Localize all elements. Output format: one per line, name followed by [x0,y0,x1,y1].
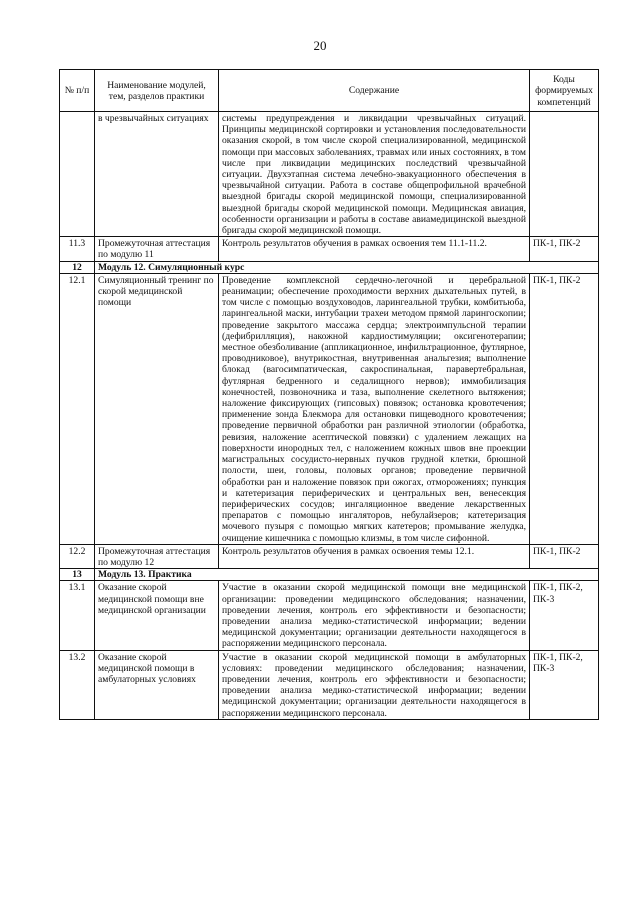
table-header-row [60,70,599,112]
row-codes: ПК-1, ПК-2 [530,544,599,568]
row-content: Участие в оказании скорой медицинской помощи вне медицинской организации: проведении медицинского обследования; назначении, проведении лечения, контроль его эффективности и безопасности; проведении анализа медико-статистической информации; ведении медицинской документации; организации деятельности находящегося в распоряжении медицинского персонала. [219,581,530,650]
row-name: Симуляционный тренинг по скорой медицинской помощи [95,273,219,544]
row-number [60,112,95,237]
row-codes: ПК-1, ПК-2, ПК-3 [530,650,599,719]
row-content: Проведение комплексной сердечно-легочной и церебральной реанимации; обеспечение проходимости верхних дыхательных путей, в том числе с помощью воздуховодов, ларингеальной трубки, комбитьюба, ларингеальной маски, интубации трахеи методом прямой ларингоскопии; проведение закрытого массажа сердца; электроимпульсной терапии (дефибрилляция), накожной кардиостимуляции; оксигенотерапии; местное обезболивание (аппликационное, инфильтрационное, футлярное, проводниковое), внутрикостная, внутривенная анальгезия; выполнение блокад (вагосимпатическая, сакроспинальная, паравертебральная, футлярная бедренного и седалищного нервов); иммобилизация конечностей, позвоночника и таза, выполнение скелетного вытяжения; наложение фиксирующих (гипсовых) повязок; остановка кровотечения; применение зонда Блекмора для остановки пищеводного кровотечения; проведение первичной обработки ран различной этиологии (обработка, ревизия, наложение асептической повязки) с удалением лежащих на поверхности инородных тел, с наложением кожных швов вне проекции магистральных сосудисто-нервных пучков грудной клетки, брюшной полости, шеи, головы, половых органов; проведение первичной обработки ран и наложение повязок при ожогах, отморожениях; пункция и катетеризация периферических и центральных вен, венесекция периферических сосудов; ингаляционное введение лекарственных препаратов с помощью ингаляторов, небулайзеров; катетеризация мочевого пузыря с помощью мягких катетеров; промывание желудка, очищение кишечника с помощью клизмы, в том числе сифонной. [219,273,530,544]
header-codes: Коды формируемых компетенций [530,70,599,112]
row-codes: ПК-1, ПК-2 [530,237,599,261]
row-name: Промежуточная аттестация по модулю 12 [95,544,219,568]
row-number: 12.2 [60,544,95,568]
curriculum-table [59,69,599,720]
module-row [60,569,599,581]
row-number: 13.2 [60,650,95,719]
row-name: Оказание скорой медицинской помощи в амбулаторных условиях [95,650,219,719]
row-name: в чрезвычайных ситуациях [95,112,219,237]
table-row [60,112,599,237]
row-content: Участие в оказании скорой медицинской помощи в амбулаторных условиях: проведении медицинского обследования; назначении, проведении лечения, контроль его эффективности и безопасности; проведении анализа медико-статистической информации; ведении медицинской документации; организации деятельности находящегося в распоряжении медицинского персонала. [219,650,530,719]
row-number: 11.3 [60,237,95,261]
row-number: 13.1 [60,581,95,650]
table-row [60,581,599,650]
module-number: 12 [60,261,95,273]
module-title: Модуль 13. Практика [95,569,599,581]
header-content: Содержание [219,70,530,112]
row-content: Контроль результатов обучения в рамках освоения темы 12.1. [219,544,530,568]
module-number: 13 [60,569,95,581]
row-name: Промежуточная аттестация по модулю 11 [95,237,219,261]
table-row [60,237,599,261]
row-codes [530,112,599,237]
page-number: 20 [313,38,327,53]
row-name: Оказание скорой медицинской помощи вне медицинской организации [95,581,219,650]
table-row [60,273,599,544]
row-codes: ПК-1, ПК-2, ПК-3 [530,581,599,650]
row-number: 12.1 [60,273,95,544]
table-row [60,650,599,719]
row-content: Контроль результатов обучения в рамках освоения тем 11.1-11.2. [219,237,530,261]
header-number: № п/п [60,70,95,112]
row-codes: ПК-1, ПК-2 [530,273,599,544]
header-name: Наименование модулей, тем, разделов практики [95,70,219,112]
row-content: системы предупреждения и ликвидации чрезвычайных ситуаций. Принципы медицинской сортировки и установления последовательности оказания скорой, в том числе скорой специализированной, медицинской помощи при массовых заболеваниях, травмах или иных состояниях, в том числе при ликвидации медицинских последствий чрезвычайной ситуации. Двухэтапная система лечебно-эвакуационного обеспечения в чрезвычайной ситуации. Работа в составе общепрофильной врачебной выездной бригады скорой медицинской помощи, специализированной выездной бригады скорой медицинской помощи. Медицинская авиация, особенности организации и работы в составе авиамедицинской выездной бригады скорой медицинской помощи. [219,112,530,237]
table-row [60,544,599,568]
module-title: Модуль 12. Симуляционный курс [95,261,599,273]
module-row [60,261,599,273]
